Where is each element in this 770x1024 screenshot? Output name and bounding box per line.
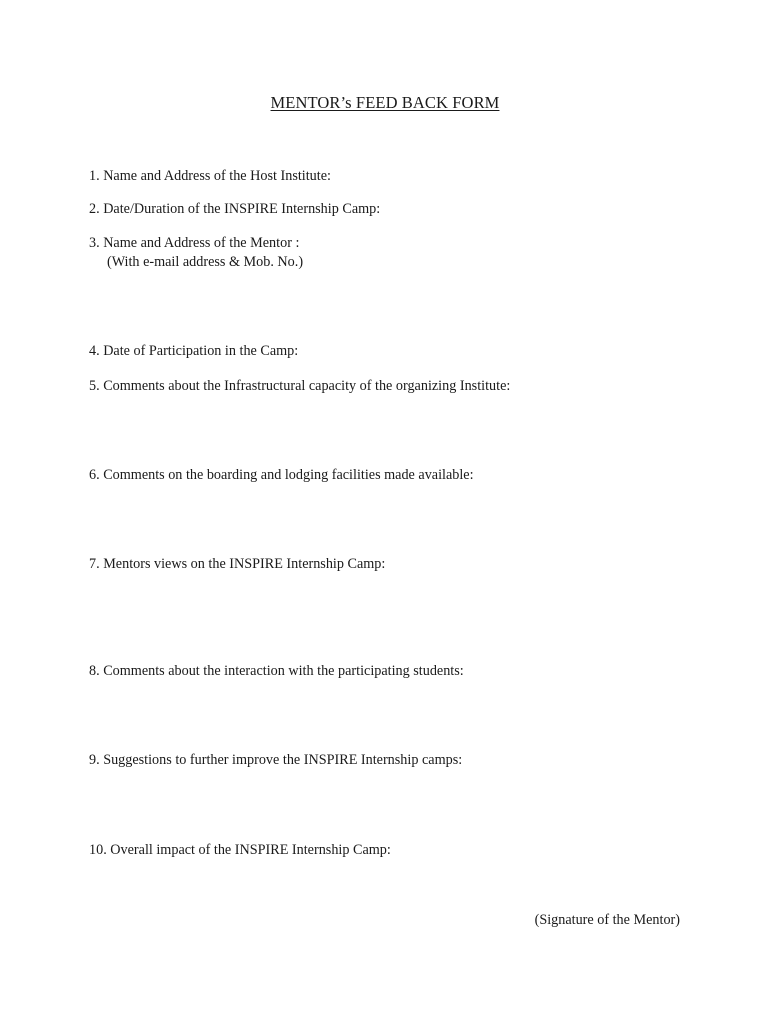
signature-label: (Signature of the Mentor) — [534, 912, 680, 928]
question-9 — [89, 751, 462, 770]
question-text: 4. Date of Participation in the Camp: — [89, 343, 299, 359]
question-subtext: (With e-mail address & Mob. No.) — [107, 254, 304, 270]
form-title: MENTOR’s FEED BACK FORM — [270, 93, 500, 112]
question-text: 7. Mentors views on the INSPIRE Internship Camp: — [89, 556, 386, 572]
question-text: 10. Overall impact of the INSPIRE Internship Camp: — [89, 842, 391, 858]
question-text: 2. Date/Duration of the INSPIRE Internship Camp: — [89, 201, 381, 217]
question-text: 3. Name and Address of the Mentor : — [89, 235, 300, 251]
question-2 — [89, 200, 380, 219]
question-1 — [89, 167, 331, 186]
question-4 — [89, 342, 298, 361]
question-5 — [89, 377, 510, 396]
question-text: 8. Comments about the interaction with the participating students: — [89, 663, 464, 679]
question-7 — [89, 555, 385, 574]
question-10 — [89, 841, 391, 860]
question-3 — [89, 234, 303, 272]
question-text: 9. Suggestions to further improve the INSPIRE Internship camps: — [89, 752, 463, 768]
question-text: 5. Comments about the Infrastructural capacity of the organizing Institute: — [89, 378, 511, 394]
question-8 — [89, 662, 464, 681]
question-text: 1. Name and Address of the Host Institute: — [89, 168, 331, 184]
question-text: 6. Comments on the boarding and lodging facilities made available: — [89, 467, 474, 483]
question-6 — [89, 466, 474, 485]
